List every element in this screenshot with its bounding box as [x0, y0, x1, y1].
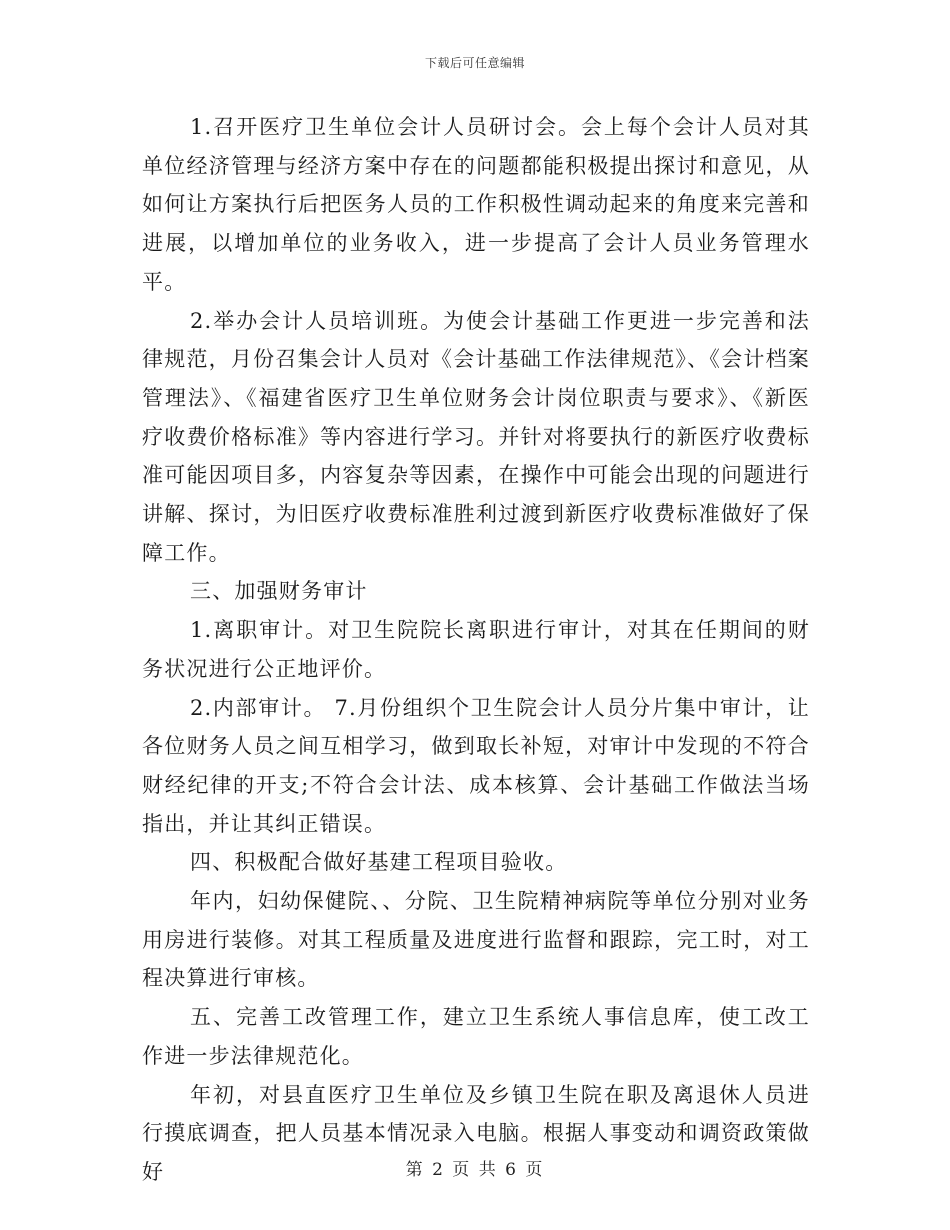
page-number: 第 2 页 共 6 页 [405, 1160, 545, 1180]
section-heading-audit: 三、加强财务审计 [190, 579, 368, 604]
section-heading-wage-reform: 五、完善工改管理工作，建立卫生系统人事信息库，使工改工作进一步法律规范化。 [142, 1005, 810, 1068]
paragraph-personnel-survey: 年初，对县直医疗卫生单位及乡镇卫生院在职及离退休人员进行摸底调查，把人员基本情况录入电脑。根据人事变动和调资政策做好 [142, 1082, 810, 1184]
document-body [142, 108, 810, 1192]
paragraph-training: 2.举办会计人员培训班。为使会计基础工作更进一步完善和法律规范，月份召集会计人员对《会计基础工作法律规范》、《会计档案管理法》、《福建省医疗卫生单位财务会计岗位职责与要求》、《新医疗收费价格标准》等内容进行学习。并针对将要执行的新医疗收费标准可能因项目多，内容复杂等因素，在操作中可能会出现的问题进行讲解、探讨，为旧医疗收费标准胜利过渡到新医疗收费标准做好了保障工作。 [142, 308, 810, 565]
section-heading-construction: 四、积极配合做好基建工程项目验收。 [190, 850, 568, 875]
paragraph-renovation: 年内，妇幼保健院、、分院、卫生院精神病院等单位分别对业务用房进行装修。对其工程质量及进度进行监督和跟踪，完工时，对工程决算进行审核。 [142, 889, 810, 991]
paragraph-seminar: 1.召开医疗卫生单位会计人员研讨会。会上每个会计人员对其单位经济管理与经济方案中存在的问题都能积极提出探讨和意见，从如何让方案执行后把医务人员的工作积极性调动起来的角度来完善和进展，以增加单位的业务收入，进一步提高了会计人员业务管理水平。 [142, 115, 810, 294]
paragraph-departure-audit: 1.离职审计。对卫生院院长离职进行审计，对其在任期间的财务状况进行公正地评价。 [142, 618, 810, 681]
page-header-note: 下载后可任意编辑 [424, 56, 525, 70]
paragraph-internal-audit: 2.内部审计。 7.月份组织个卫生院会计人员分片集中审计，让各位财务人员之间互相学习，做到取长补短，对审计中发现的不符合财经纪律的开支;不符合会计法、成本核算、会计基础工作做法当场指出，并让其纠正错误。 [142, 695, 810, 836]
